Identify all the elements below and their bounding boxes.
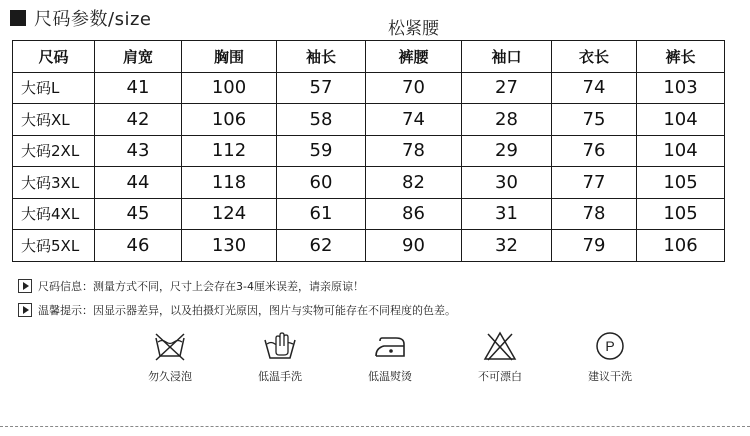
low-temp-hand-wash-icon (262, 330, 298, 362)
table-cell: 62 (277, 230, 366, 262)
table-cell: 104 (637, 135, 725, 167)
no-bleach-icon (482, 330, 518, 362)
section-header (10, 5, 151, 31)
table-cell: 105 (637, 167, 725, 199)
table-cell: 61 (277, 198, 366, 230)
table-cell: 118 (182, 167, 277, 199)
care-label: 建议干洗 (588, 370, 632, 383)
care-item (460, 330, 540, 384)
column-header: 肩宽 (95, 41, 182, 73)
table-cell: 124 (182, 198, 277, 230)
table-cell: 60 (277, 167, 366, 199)
note-color-warning (18, 302, 456, 318)
care-label: 不可漂白 (478, 370, 522, 383)
table-cell: 59 (277, 135, 366, 167)
table-cell: 90 (366, 230, 462, 262)
table-cell: 75 (552, 104, 637, 136)
size-cell: 大码L (13, 72, 95, 104)
table-row (13, 230, 725, 262)
column-header: 裤腰 (366, 41, 462, 73)
table-cell: 78 (552, 198, 637, 230)
table-cell: 30 (462, 167, 552, 199)
notes (18, 278, 456, 326)
table-cell: 112 (182, 135, 277, 167)
note-size-info (18, 278, 456, 294)
table-cell: 41 (95, 72, 182, 104)
table-cell: 43 (95, 135, 182, 167)
size-table (12, 40, 725, 262)
no-soak-icon (152, 330, 188, 362)
table-cell: 42 (95, 104, 182, 136)
column-header: 裤长 (637, 41, 725, 73)
table-row (13, 167, 725, 199)
table-cell: 28 (462, 104, 552, 136)
table-cell: 74 (366, 104, 462, 136)
care-item (240, 330, 320, 384)
table-cell: 106 (182, 104, 277, 136)
care-instructions (130, 330, 650, 384)
table-cell: 44 (95, 167, 182, 199)
table-cell: 104 (637, 104, 725, 136)
table-row (13, 72, 725, 104)
table-cell: 78 (366, 135, 462, 167)
table-cell: 76 (552, 135, 637, 167)
column-header: 尺码 (13, 41, 95, 73)
table-cell: 27 (462, 72, 552, 104)
size-cell: 大码2XL (13, 135, 95, 167)
column-header: 袖口 (462, 41, 552, 73)
table-cell: 86 (366, 198, 462, 230)
header-square-icon (10, 10, 26, 26)
table-cell: 103 (637, 72, 725, 104)
table-cell: 70 (366, 72, 462, 104)
play-arrow-icon (18, 279, 32, 293)
size-cell: 大码4XL (13, 198, 95, 230)
table-cell: 82 (366, 167, 462, 199)
table-cell: 46 (95, 230, 182, 262)
table-cell: 106 (637, 230, 725, 262)
dashed-divider (0, 426, 750, 427)
column-header: 袖长 (277, 41, 366, 73)
table-cell: 32 (462, 230, 552, 262)
table-cell: 100 (182, 72, 277, 104)
care-label: 低温手洗 (258, 370, 302, 383)
table-row (13, 198, 725, 230)
column-header: 胸围 (182, 41, 277, 73)
table-cell: 45 (95, 198, 182, 230)
table-cell: 29 (462, 135, 552, 167)
table-cell: 77 (552, 167, 637, 199)
table-cell: 105 (637, 198, 725, 230)
table-cell: 31 (462, 198, 552, 230)
size-cell: 大码3XL (13, 167, 95, 199)
dry-clean-icon (592, 330, 628, 362)
play-arrow-icon (18, 303, 32, 317)
table-caption: 松紧腰 (388, 19, 439, 39)
dry-clean-symbol: P (605, 338, 615, 354)
low-temp-iron-icon (372, 330, 408, 362)
care-label: 低温熨烫 (368, 370, 412, 383)
table-cell: 58 (277, 104, 366, 136)
table-row (13, 104, 725, 136)
table-cell: 130 (182, 230, 277, 262)
care-label: 勿久浸泡 (148, 370, 192, 383)
section-title: 尺码参数/size (34, 9, 152, 30)
note-text: 尺码信息：测量方式不同，尺寸上会存在3-4厘米误差，请亲原谅！ (38, 280, 364, 293)
care-item (130, 330, 210, 384)
size-cell: 大码5XL (13, 230, 95, 262)
table-cell: 74 (552, 72, 637, 104)
table-cell: 57 (277, 72, 366, 104)
table-header-row (13, 41, 725, 73)
note-text: 温馨提示：因显示器差异，以及拍摄灯光原因，图片与实物可能存在不同程度的色差。 (38, 304, 456, 317)
table-cell: 79 (552, 230, 637, 262)
care-item (570, 330, 650, 384)
table-row (13, 135, 725, 167)
size-cell: 大码XL (13, 104, 95, 136)
column-header: 衣长 (552, 41, 637, 73)
care-item (350, 330, 430, 384)
